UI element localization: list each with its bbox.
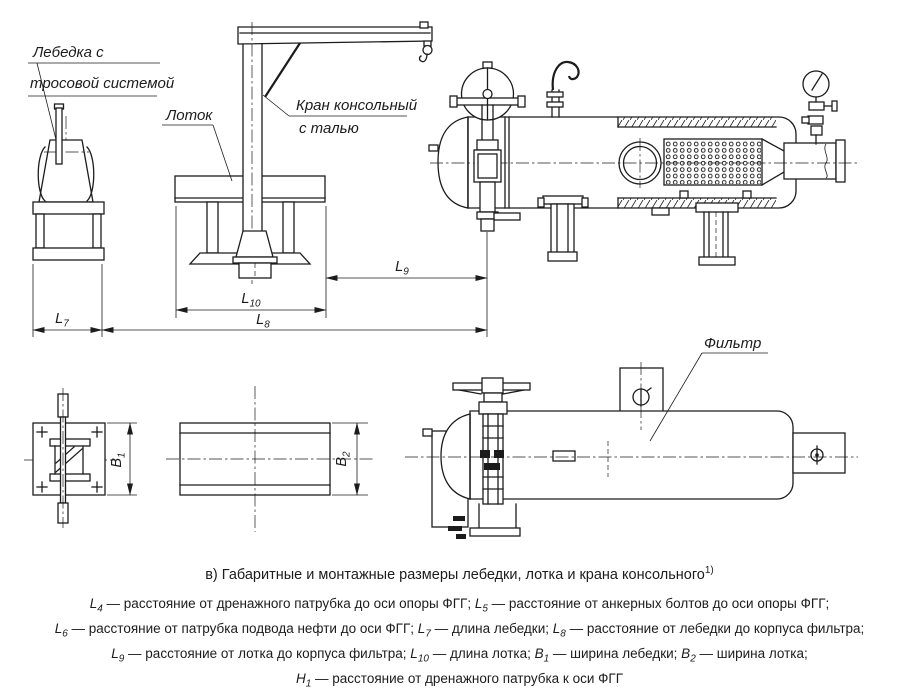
- legend-line: [0, 644, 919, 669]
- dim-label-l8: [256, 312, 270, 331]
- legend-text: — расстояние от лебедки до корпуса фильтра;: [565, 621, 865, 637]
- dimension-l9: [326, 206, 487, 318]
- tray-leader-line: [213, 125, 232, 181]
- dim-label-l9: [395, 259, 409, 278]
- dim-l7-base: L: [55, 311, 64, 327]
- dim-b2-sub: 2: [341, 451, 353, 457]
- legend-text: — расстояние от лотка до корпуса фильтра;: [124, 646, 411, 662]
- legend-subscript: 2: [690, 653, 696, 665]
- legend-text: — ширина лебедки;: [549, 646, 682, 662]
- dim-l7-sub: 7: [63, 318, 69, 330]
- dim-l10-sub: 10: [249, 298, 261, 310]
- legend-subscript: 10: [417, 653, 429, 665]
- legend-symbol: L: [54, 621, 63, 637]
- caption-text: в) Габаритные и монтажные размеры лебедки, лотка и крана консольного: [205, 566, 705, 583]
- legend-text: — длина лотка;: [428, 646, 535, 662]
- crane-hook-icon: [420, 54, 428, 62]
- filter-side-view: [429, 62, 858, 265]
- dim-label-l10: [241, 291, 261, 310]
- legend-symbol: B: [681, 646, 691, 662]
- legend-text: — расстояние от дренажного патрубка до оси опоры ФГГ;: [102, 595, 475, 611]
- dim-label-l7: [55, 311, 69, 330]
- dim-b1-sub: 1: [116, 452, 128, 458]
- winch-label-line2: тросовой системой: [30, 75, 175, 92]
- filter-head: [438, 117, 468, 208]
- figure-caption: [0, 565, 919, 583]
- winch-base-plate: [33, 423, 105, 495]
- legend-text: — длина лебедки;: [430, 621, 553, 637]
- support-leg: [696, 203, 738, 265]
- dimension-l7: [33, 264, 102, 337]
- dim-l8-sub: 8: [264, 319, 270, 331]
- winch-label-line1: Лебедка с: [33, 44, 104, 61]
- crane-leader-line: [263, 95, 289, 116]
- caption-footnote-mark: 1): [704, 565, 714, 576]
- legend-text: — расстояние от дренажного патрубка к оси ФГГ: [311, 671, 624, 687]
- legend: [0, 594, 919, 695]
- legend-subscript: 1: [543, 653, 550, 665]
- legend-symbol: L: [89, 595, 98, 611]
- legend-subscript: 4: [97, 603, 103, 615]
- dim-l10-base: L: [241, 291, 250, 307]
- legend-subscript: 5: [482, 603, 488, 615]
- dim-b1-base: B: [109, 457, 125, 468]
- crane-label: [263, 95, 418, 137]
- legend-subscript: 7: [425, 628, 431, 640]
- legend-symbol: L: [552, 621, 561, 637]
- legend-symbol: B: [534, 646, 544, 662]
- dim-b2-base: B: [334, 456, 350, 467]
- winch-top-view: [24, 388, 116, 528]
- legend-line: [0, 594, 919, 619]
- crane-label-line1: Кран консольный: [296, 97, 418, 114]
- dim-label-b2: [334, 451, 353, 467]
- crane-pulley: [423, 46, 432, 55]
- legend-symbol: L: [417, 621, 426, 637]
- legend-text: — расстояние от патрубка подвода нефти до оси ФГГ;: [67, 621, 418, 637]
- winch-frame: [33, 202, 104, 214]
- pressure-gauge: [802, 71, 837, 144]
- crane-label-line2: с талью: [299, 120, 359, 137]
- crane-column: [243, 28, 262, 233]
- legend-subscript: 1: [305, 679, 312, 691]
- legend-text: — ширина лотка;: [695, 646, 808, 662]
- legend-subscript: 9: [118, 653, 125, 665]
- winch-lever: [56, 108, 62, 164]
- legend-subscript: 8: [560, 628, 566, 640]
- dimension-b1: [107, 423, 137, 495]
- crane-brace: [265, 43, 300, 97]
- outlet-pipe: [784, 143, 836, 179]
- filter-shell-plan: [470, 411, 793, 499]
- crane-view: [233, 22, 432, 284]
- legend-symbol: L: [410, 646, 418, 662]
- dim-l9-base: L: [395, 259, 404, 275]
- legend-symbol: L: [111, 646, 119, 662]
- winch-front-view: [33, 104, 104, 260]
- crane-beam: [238, 27, 432, 44]
- filter-label-text: Фильтр: [704, 335, 762, 352]
- winch-body: [39, 140, 93, 202]
- legend-symbol: H: [295, 671, 306, 687]
- dim-label-b1: [109, 452, 128, 467]
- hook-icon: [553, 62, 579, 90]
- valve-bottom-nozzle: [481, 219, 494, 231]
- filter-top-view: [405, 362, 858, 539]
- dim-l8-base: L: [256, 312, 265, 328]
- tray-label: [162, 107, 232, 181]
- tray-label-text: Лоток: [166, 107, 213, 124]
- legend-symbol: L: [474, 595, 483, 611]
- legend-text: — расстояние от анкерных болтов до оси опоры ФГГ;: [487, 595, 830, 611]
- crane-foot: [236, 231, 273, 257]
- shell-hook: [547, 62, 579, 117]
- legend-line: [0, 619, 919, 644]
- legend-subscript: 6: [62, 628, 68, 640]
- dim-l9-sub: 9: [403, 266, 409, 278]
